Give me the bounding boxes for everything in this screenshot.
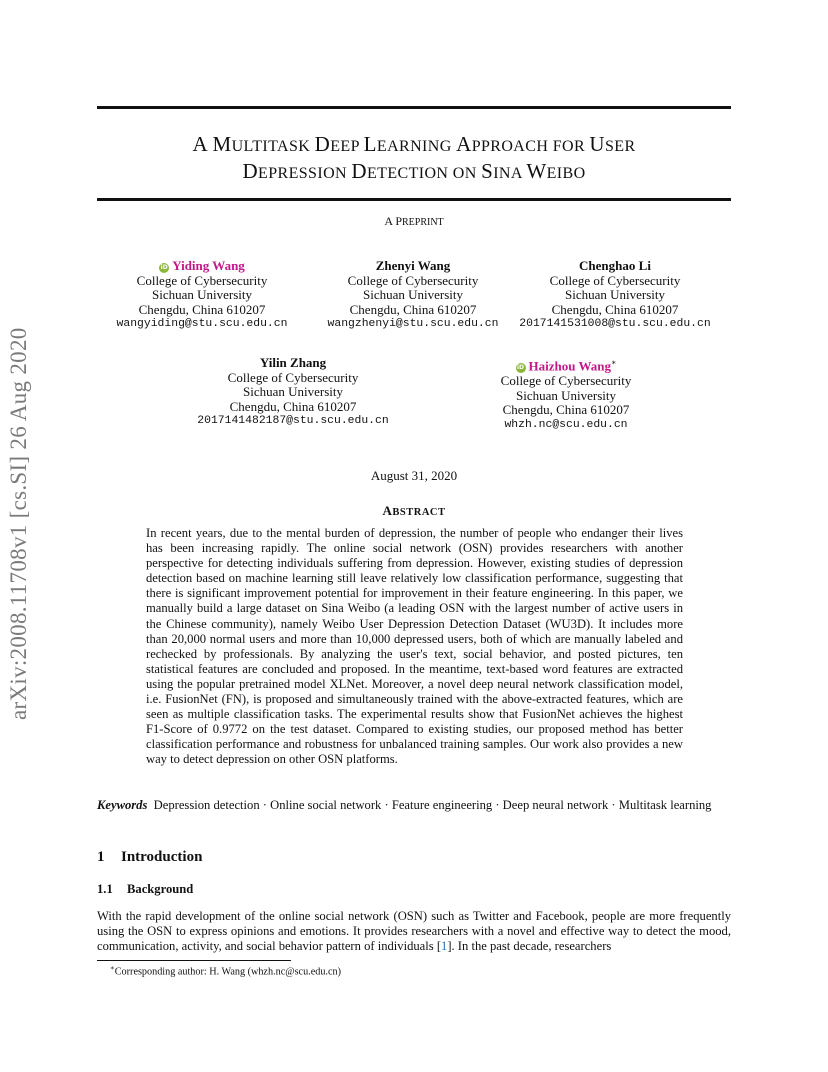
preprint-label: A PREPRINT bbox=[384, 214, 444, 228]
title-word-initial: U bbox=[589, 132, 605, 156]
author-email[interactable]: whzh.nc@scu.edu.cn bbox=[504, 418, 628, 431]
citation-link[interactable]: 1 bbox=[441, 939, 448, 954]
author-university: Sichuan University bbox=[242, 384, 343, 400]
author-city: Chengdu, China 610207 bbox=[502, 402, 630, 418]
title-word-rest: EPRESSION bbox=[258, 165, 352, 182]
title-word-rest: EIBO bbox=[546, 165, 586, 182]
title-word-rest: ETECTION ON bbox=[366, 165, 482, 182]
keywords-list: Depression detection · Online social network · Feature engineering · Deep neural network · Multitask learning bbox=[153, 798, 712, 812]
title-word-initial: A bbox=[192, 132, 213, 156]
author-name: Zhenyi Wang bbox=[375, 258, 451, 273]
author-block bbox=[188, 356, 398, 429]
footnote-rule bbox=[97, 960, 291, 961]
title-word-initial: D bbox=[242, 159, 259, 183]
title-word-rest: EEP bbox=[330, 138, 364, 155]
author-affiliation: College of Cybersecurity bbox=[347, 272, 479, 288]
author-city: Chengdu, China 610207 bbox=[349, 301, 477, 317]
title-word-rest: INA bbox=[493, 165, 527, 182]
author-block bbox=[461, 356, 671, 432]
subsection-heading-background: 1.1 Background bbox=[97, 882, 194, 896]
author-name: Yilin Zhang bbox=[259, 355, 327, 370]
author-name[interactable]: iD Yiding Wang bbox=[160, 258, 245, 273]
keywords-label: Keywords bbox=[97, 798, 148, 812]
corresponding-author-mark[interactable]: ∗ bbox=[611, 358, 617, 367]
body-paragraph: With the rapid development of the online social network (OSN) such as Twitter and Facebook, people are more frequently using the OSN to express opinions and emotions. It provides researchers with a novel and effective way to detect the mood, communication, activity, and social behavior pattern of individuals [1]. In the past decade, researchers bbox=[97, 909, 731, 954]
author-block bbox=[510, 259, 720, 332]
author-affiliation: College of Cybersecurity bbox=[500, 372, 632, 388]
author-email[interactable]: 2017141531008@stu.scu.edu.cn bbox=[519, 318, 711, 331]
title-word-initial: S bbox=[481, 159, 494, 183]
author-block bbox=[97, 259, 307, 332]
title-rule-bottom bbox=[97, 198, 731, 201]
author-university: Sichuan University bbox=[564, 287, 665, 303]
keywords bbox=[97, 798, 731, 813]
title-word-initial: D bbox=[351, 159, 367, 183]
title-word-initial: W bbox=[526, 159, 547, 183]
author-affiliation: College of Cybersecurity bbox=[227, 369, 359, 385]
author-affiliation: College of Cybersecurity bbox=[549, 272, 681, 288]
author-university: Sichuan University bbox=[362, 287, 463, 303]
author-block bbox=[308, 259, 518, 332]
paper-date: August 31, 2020 bbox=[370, 468, 458, 483]
title-word-initial: D bbox=[314, 132, 331, 156]
title-word-rest: ULTITASK bbox=[231, 138, 315, 155]
author-city: Chengdu, China 610207 bbox=[138, 301, 266, 317]
paper-title-line-2 bbox=[97, 156, 731, 189]
title-word-initial: L bbox=[363, 132, 377, 156]
abstract-text: In recent years, due to the mental burden of depression, the number of people who endanger their lives has been increasing rapidly. The online social network (OSN) provides researchers with another perspective for detecting individuals suffering from depression. However, existing studies of depression detection based on machine learning still leave relatively low classification performance, suggesting that there is significant improvement potential for improvement in their feature engineering. In this paper, we manually build a large dataset on Sina Weibo (a leading OSN with the largest number of active users in the Chinese community), namely Weibo User Depression Detection Dataset (WU3D). It includes more than 20,000 normal users and more than 10,000 depressed users, both of which are manually labeled and rechecked by professionals. By analyzing the user's text, social behavior, and posted pictures, ten statistical features are concluded and proposed. In the meantime, text-based word features are extracted using the popular pretrained model XLNet. Moreover, a novel deep neural network classification model, i.e. FusionNet (FN), is proposed and simultaneously trained with the above-extracted features, which are seen as multiple classification tasks. The experimental results show that FusionNet achieves the highest F1-Score of 0.9772 on the test dataset. Compared to existing studies, our proposed method has better classification performance and robustness for unbalanced training samples. Our work also provides a new way to detect depression on other OSN platforms. bbox=[146, 526, 683, 767]
title-word-rest: EARNING bbox=[376, 138, 457, 155]
orcid-icon[interactable]: iD bbox=[517, 364, 525, 372]
author-email[interactable]: wangyiding@stu.scu.edu.cn bbox=[116, 318, 288, 331]
section-heading-introduction: 1 Introduction bbox=[97, 849, 203, 865]
title-word-initial: A bbox=[456, 132, 472, 156]
orcid-icon[interactable]: iD bbox=[160, 264, 168, 271]
author-email[interactable]: 2017141482187@stu.scu.edu.cn bbox=[197, 415, 389, 428]
author-university: Sichuan University bbox=[515, 387, 616, 403]
author-city: Chengdu, China 610207 bbox=[551, 301, 679, 317]
author-email[interactable]: wangzhenyi@stu.scu.edu.cn bbox=[327, 318, 499, 331]
footnote: ∗Corresponding author: H. Wang (whzh.nc@scu.edu.cn) bbox=[110, 964, 341, 978]
author-affiliation: College of Cybersecurity bbox=[136, 272, 268, 288]
abstract-heading: ABSTRACT bbox=[382, 503, 446, 518]
author-city: Chengdu, China 610207 bbox=[229, 398, 357, 414]
title-word-rest: SER bbox=[605, 138, 636, 155]
author-name: Chenghao Li bbox=[579, 258, 651, 273]
author-name[interactable]: iD Haizhou Wang∗ bbox=[517, 358, 617, 374]
title-word-rest: PPROACH FOR bbox=[471, 138, 590, 155]
author-university: Sichuan University bbox=[151, 287, 252, 303]
title-word-initial: M bbox=[212, 132, 232, 156]
title-rule-top bbox=[97, 106, 731, 109]
arxiv-identifier: arXiv:2008.11708v1 [cs.SI] 26 Aug 2020 bbox=[6, 327, 31, 720]
